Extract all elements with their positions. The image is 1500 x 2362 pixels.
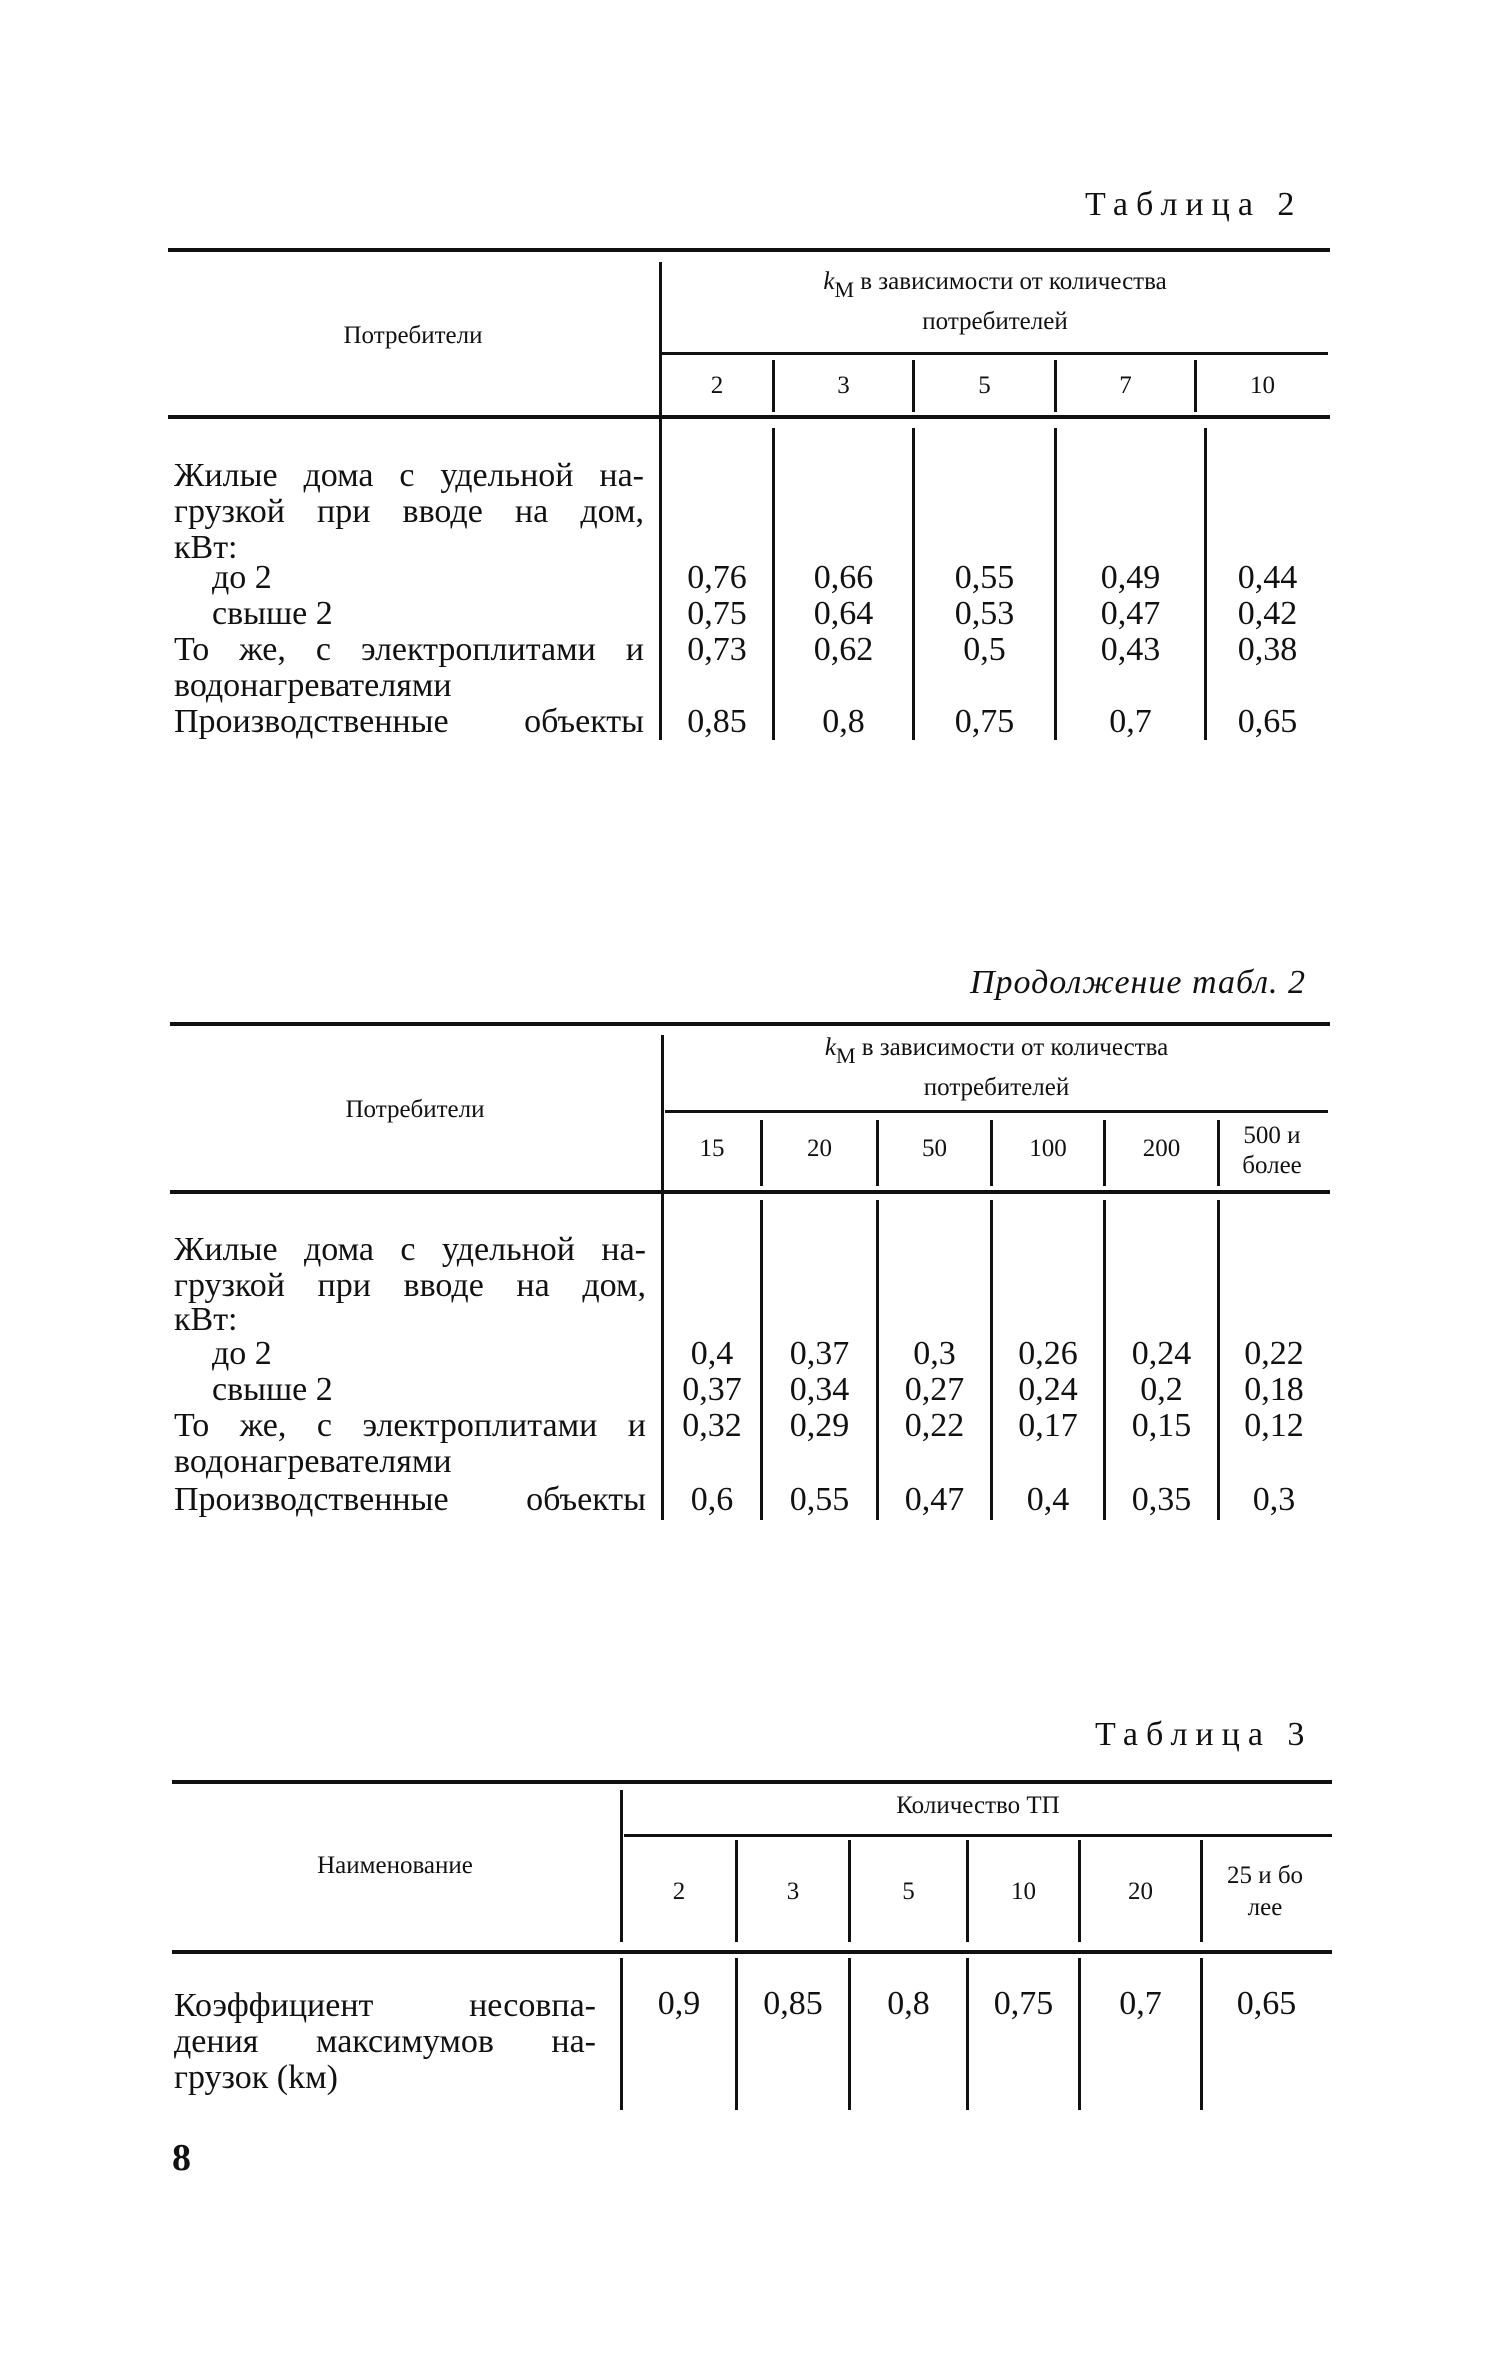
table2-cont-cell: 0,3 — [1252, 1481, 1296, 1518]
table2-cell: 0,49 — [1100, 559, 1161, 596]
table2-cont-row-label: до 2 — [212, 1335, 272, 1372]
table2-count-header: 10 — [1250, 372, 1275, 399]
table2-top-rule — [168, 248, 1330, 252]
table2-cont-cell: 0,18 — [1244, 1371, 1304, 1408]
k-symbol: k — [824, 1034, 836, 1061]
table3-divider — [735, 1958, 738, 2110]
table2-cont-cell: 0,6 — [690, 1481, 734, 1518]
table3-count-header: 10 — [1011, 1878, 1036, 1905]
table2-count-header: 2 — [710, 372, 724, 399]
table2-cont-divider — [1217, 1120, 1220, 1186]
table2-cont-row-label: водонагревателями — [174, 1443, 452, 1480]
table2-cont-row-label: кВт: — [174, 1301, 238, 1338]
table3-row-label — [174, 1988, 596, 2024]
table2-cell: 0,73 — [687, 631, 747, 668]
table2-cont-count-header: 15 — [699, 1135, 725, 1162]
table3-divider — [620, 1790, 623, 1942]
table2-cont-count-header: 500 и более — [1242, 1122, 1302, 1179]
label-line: Производственные объекты — [174, 1481, 646, 1518]
table3-count-header: 2 — [672, 1878, 686, 1905]
table2-cont-top-rule — [170, 1022, 1330, 1026]
label-line: То же, с электроплитами и — [174, 1407, 646, 1444]
table2-cell: 0,76 — [687, 559, 747, 596]
table3-divider — [620, 1958, 623, 2110]
table3-row-label: грузок (kм) — [174, 2059, 338, 2096]
table2-cont-group-header — [665, 1032, 1328, 1104]
table2-cell: 0,42 — [1237, 595, 1298, 632]
table2-cell: 0,55 — [954, 559, 1015, 596]
table2-cell: 0,65 — [1237, 703, 1298, 740]
table2-cell: 0,66 — [813, 559, 874, 596]
table2-cell: 0,8 — [822, 703, 865, 740]
table2-caption: Таблица 2 — [1085, 186, 1303, 223]
table3-caption: Таблица 3 — [1095, 1716, 1313, 1753]
table3-name-header: Наименование — [317, 1852, 473, 1879]
table2-row-label — [174, 704, 644, 740]
table2-cont-cell: 0,22 — [1244, 1335, 1304, 1372]
table2-cont-row-label — [174, 1268, 646, 1304]
table2-cont-cell: 0,29 — [789, 1407, 850, 1444]
k-subscript: М — [835, 1043, 856, 1068]
table2-cont-cell: 0,32 — [682, 1407, 742, 1444]
table2-cell: 0,5 — [963, 631, 1006, 668]
table3-cell: 0,85 — [763, 1985, 823, 2022]
table2-cont-cell: 0,24 — [1131, 1335, 1192, 1372]
table2-count-header: 7 — [1119, 372, 1132, 399]
table2-cell: 0,64 — [813, 595, 874, 632]
label-line: Жилые дома с удельной на- — [174, 1231, 646, 1268]
table3-header-rule — [172, 1950, 1332, 1954]
table2-cont-row-label — [174, 1408, 646, 1444]
table2-row-label: свыше 2 — [212, 595, 333, 632]
table3-cell: 0,75 — [993, 1985, 1054, 2022]
table2-row-label: кВт: — [174, 529, 238, 566]
table3-cell: 0,8 — [887, 1985, 930, 2022]
table2-cell: 0,43 — [1100, 631, 1161, 668]
table2-cell: 0,7 — [1109, 703, 1152, 740]
group-header-line2: потребителей — [922, 308, 1068, 335]
table2-cont-cell: 0,12 — [1244, 1407, 1304, 1444]
table3-group-header: Количество ТП — [896, 1792, 1060, 1819]
table2-cont-row-label — [174, 1232, 646, 1268]
table2-subheader-rule — [662, 352, 1328, 355]
table2-row-label — [174, 494, 644, 530]
table2-cont-count-header: 100 — [1029, 1135, 1067, 1162]
table2-cont-cell: 0,17 — [1018, 1407, 1078, 1444]
table2-cont-cell: 0,2 — [1140, 1371, 1183, 1408]
table2-cont-cell: 0,47 — [904, 1481, 965, 1518]
table2-cont-cell: 0,22 — [904, 1407, 965, 1444]
table3-divider — [1078, 1958, 1081, 2110]
table2-cont-cell: 0,37 — [682, 1371, 742, 1408]
table3-group-rule — [624, 1834, 1332, 1837]
table2-cont-cell: 0,26 — [1018, 1335, 1078, 1372]
table3-top-rule — [172, 1780, 1332, 1784]
table2-cell: 0,75 — [687, 595, 747, 632]
table3-count-header: 5 — [902, 1878, 915, 1905]
label-line: Жилые дома с удельной на- — [174, 457, 644, 494]
table3-row-label — [174, 2024, 596, 2060]
table2-cont-row-label: свыше 2 — [212, 1371, 333, 1408]
table2-cont-divider — [661, 1035, 664, 1520]
table2-cont-cell: 0,55 — [789, 1481, 850, 1518]
table2-cont-cell: 0,4 — [1026, 1481, 1070, 1518]
table3-count-header: 20 — [1128, 1878, 1153, 1905]
table2-count-header: 5 — [978, 372, 991, 399]
table2-cont-consumers-header: Потребители — [345, 1096, 485, 1123]
table3-divider — [848, 1958, 851, 2110]
table2-cont-cell: 0,34 — [789, 1371, 850, 1408]
table2-cont-row-label — [174, 1482, 646, 1518]
table2-cell: 0,44 — [1237, 559, 1298, 596]
table2-cont-caption: Продолжение табл. 2 — [970, 964, 1307, 1001]
label-line: Коэффициент несовпа- — [174, 1987, 596, 2024]
table3-count-header: 25 и бо лее — [1226, 1862, 1304, 1921]
group-header-line1: в зависимости от количества — [854, 268, 1167, 295]
table2-row-label: до 2 — [212, 559, 272, 596]
table2-cont-header-rule — [170, 1190, 1330, 1194]
table3-divider — [1200, 1958, 1203, 2110]
table3-cell: 0,65 — [1236, 1985, 1297, 2022]
table2-cont-subheader-rule — [665, 1110, 1328, 1113]
table3-cell: 0,7 — [1119, 1985, 1162, 2022]
k-subscript: М — [834, 277, 854, 302]
label-line: дения максимумов на- — [174, 2023, 596, 2060]
table2-cont-cell: 0,4 — [690, 1335, 734, 1372]
k-symbol: k — [823, 268, 835, 295]
table2-count-header: 3 — [837, 372, 850, 399]
table2-cont-cell: 0,3 — [913, 1335, 956, 1372]
table2-cont-count-header: 50 — [922, 1135, 947, 1162]
table2-cont-cell: 0,35 — [1131, 1481, 1192, 1518]
table2-cell: 0,53 — [954, 595, 1015, 632]
table2-cont-cell: 0,37 — [789, 1335, 850, 1372]
table3-count-header: 3 — [786, 1878, 800, 1905]
table2-cell: 0,85 — [687, 703, 747, 740]
table2-cell: 0,75 — [954, 703, 1015, 740]
table2-cont-cell: 0,27 — [904, 1371, 965, 1408]
group-header-line1: в зависимости от количества — [855, 1034, 1169, 1061]
table3-cell: 0,9 — [657, 1985, 701, 2022]
table2-row-label: водонагревателями — [174, 667, 452, 704]
table3-divider — [1200, 1840, 1203, 1942]
table3-divider — [966, 1958, 969, 2110]
table2-row-label — [174, 458, 644, 494]
table2-cont-count-header: 200 — [1142, 1135, 1181, 1162]
group-header-line2: потребителей — [923, 1074, 1070, 1101]
table2-group-header — [662, 266, 1328, 338]
label-line: То же, с электроплитами и — [174, 631, 644, 668]
table2-cont-cell: 0,15 — [1131, 1407, 1192, 1444]
table2-cell: 0,38 — [1237, 631, 1298, 668]
table2-row-label — [174, 632, 644, 668]
label-line: грузкой при вводе на дом, — [174, 1267, 646, 1304]
label-line: Производственные объекты — [174, 703, 644, 740]
label-line: грузкой при вводе на дом, — [174, 493, 644, 530]
table2-cell: 0,47 — [1100, 595, 1161, 632]
table2-cont-count-header: 20 — [807, 1135, 832, 1162]
table2-cell: 0,62 — [813, 631, 874, 668]
page-number: 8 — [172, 2137, 191, 2179]
table2-header-rule — [168, 415, 1330, 419]
table2-cont-cell: 0,24 — [1018, 1371, 1078, 1408]
table2-consumers-header: Потребители — [343, 322, 483, 349]
